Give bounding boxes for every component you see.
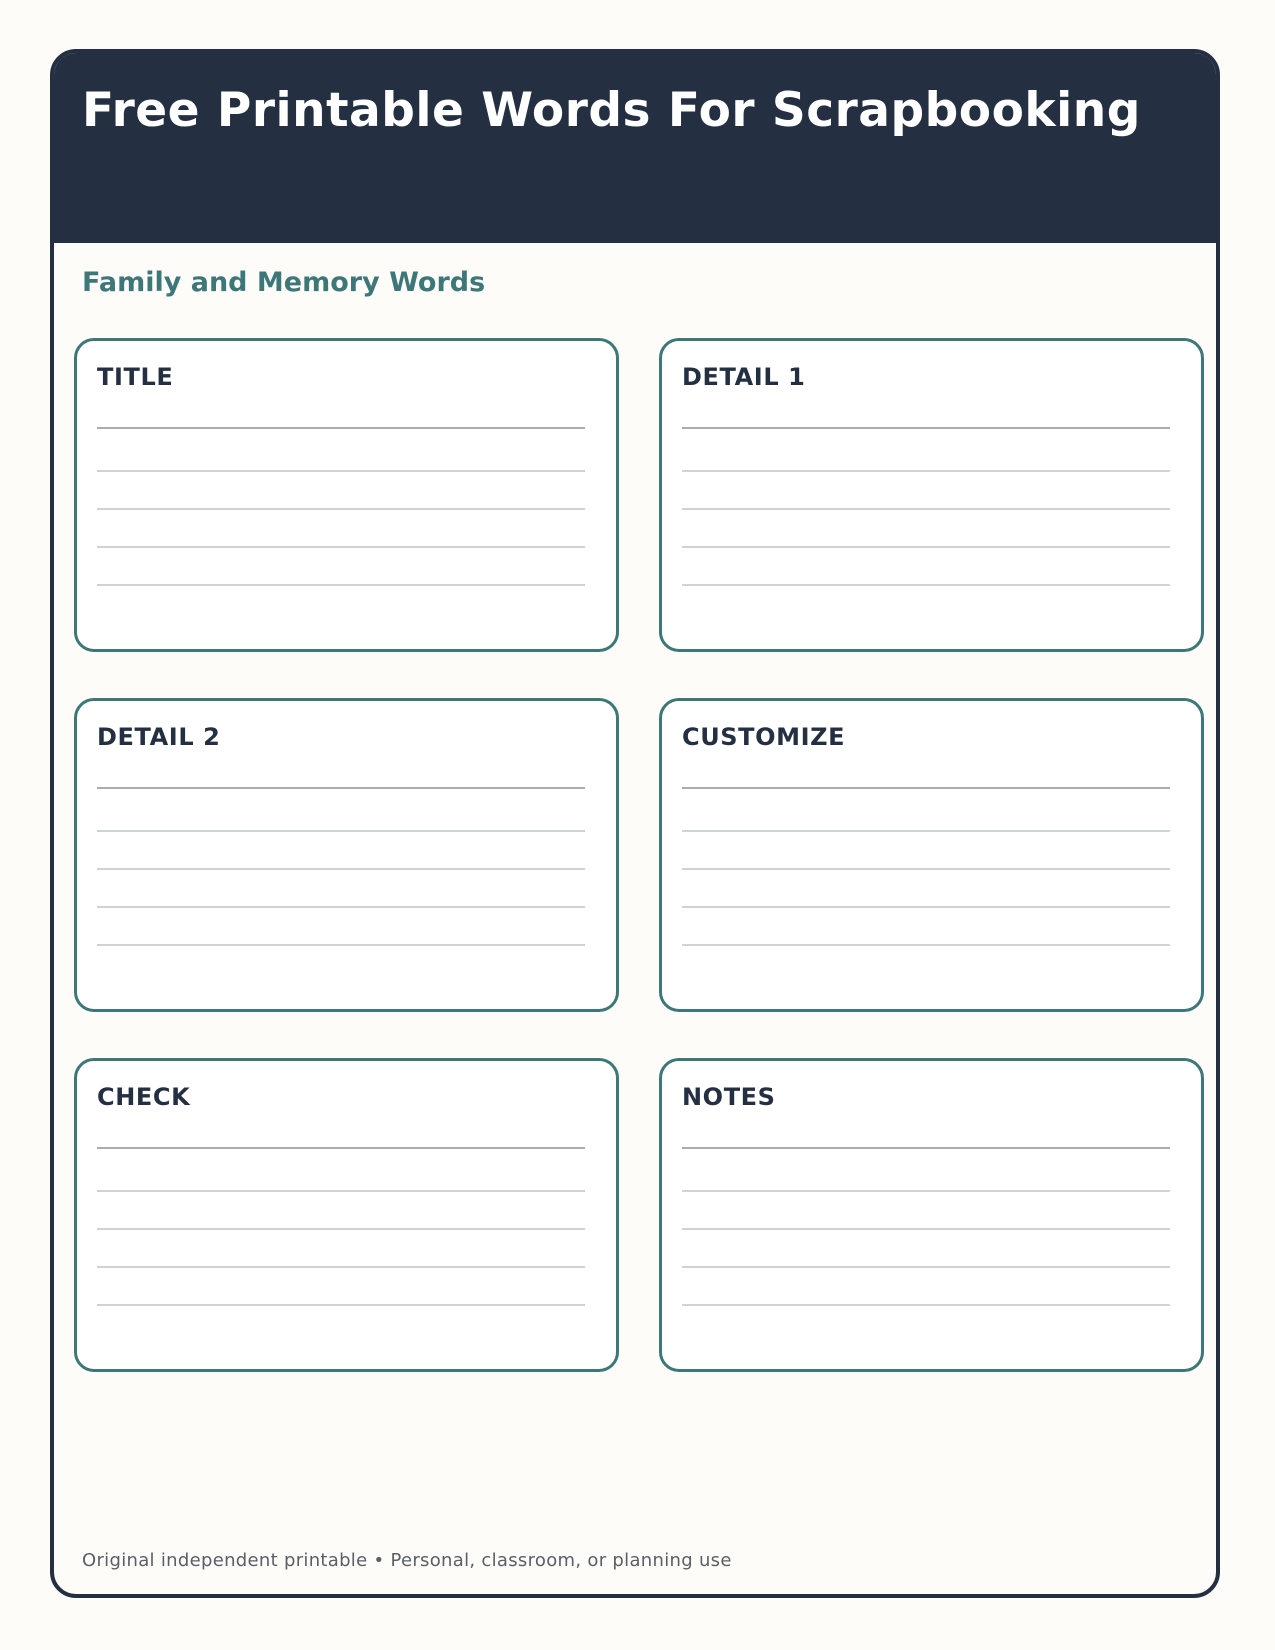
writing-line [97,944,585,946]
writing-line [682,546,1170,548]
writing-line [97,1190,585,1192]
writing-line [682,1304,1170,1306]
page-title: Free Printable Words For Scrapbooking [82,83,1141,138]
writing-line [682,1190,1170,1192]
header-banner [54,53,1216,243]
writing-box-customize[interactable] [659,698,1204,1012]
writing-line [97,1228,585,1230]
writing-box-check[interactable] [74,1058,619,1372]
box-label: CHECK [97,1083,191,1111]
writing-line [682,508,1170,510]
box-label: TITLE [97,363,174,391]
writing-line [97,1147,585,1149]
writing-box-detail-2[interactable] [74,698,619,1012]
writing-line [97,868,585,870]
writing-line [97,1304,585,1306]
box-label: CUSTOMIZE [682,723,846,751]
writing-line [97,584,585,586]
writing-line [682,584,1170,586]
writing-line [97,787,585,789]
writing-box-notes[interactable] [659,1058,1204,1372]
box-label: DETAIL 1 [682,363,806,391]
writing-line [682,830,1170,832]
section-subtitle: Family and Memory Words [82,267,486,298]
writing-line [97,546,585,548]
writing-line [682,868,1170,870]
writing-line [682,906,1170,908]
box-label: NOTES [682,1083,776,1111]
writing-line [97,906,585,908]
writing-line [97,427,585,429]
writing-line [682,787,1170,789]
printable-sheet [50,49,1220,1598]
footer-note: Original independent printable • Personal, classroom, or planning use [82,1550,732,1571]
writing-line [682,1228,1170,1230]
writing-line [97,470,585,472]
writing-line [682,470,1170,472]
writing-line [97,830,585,832]
writing-line [682,427,1170,429]
writing-line [682,944,1170,946]
writing-line [97,1266,585,1268]
writing-line [682,1147,1170,1149]
box-label: DETAIL 2 [97,723,221,751]
writing-line [97,508,585,510]
writing-box-title[interactable] [74,338,619,652]
writing-line [682,1266,1170,1268]
writing-box-detail-1[interactable] [659,338,1204,652]
